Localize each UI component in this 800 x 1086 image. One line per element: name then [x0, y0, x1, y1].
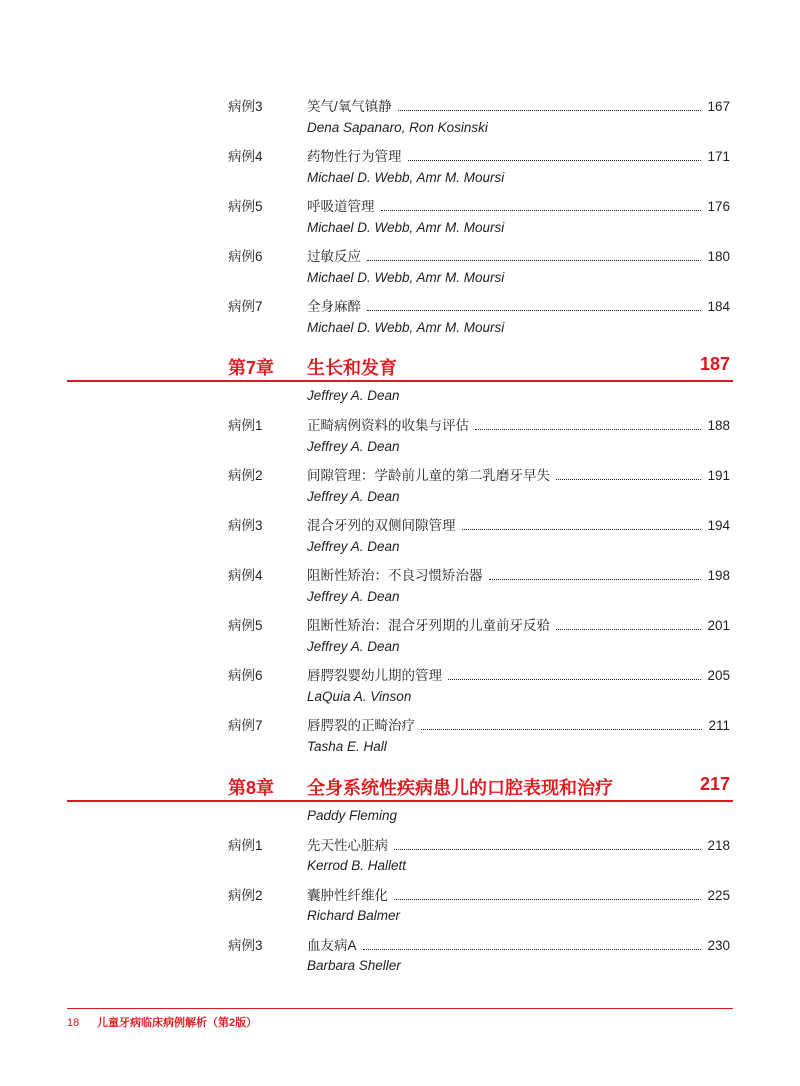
case-page: 211 — [708, 718, 730, 733]
toc-case[interactable] — [0, 662, 800, 687]
case-number: 病例7 — [228, 718, 263, 733]
case-title: 血友病A — [307, 938, 357, 953]
case-page: 205 — [707, 668, 730, 683]
chapter-rule — [67, 380, 733, 382]
case-page: 230 — [707, 938, 730, 953]
case-author: Barbara Sheller — [307, 958, 401, 973]
page-footer — [67, 1014, 257, 1030]
dot-leader — [408, 160, 702, 161]
case-title: 笑气/氧气镇静 — [307, 99, 392, 114]
toc-case[interactable] — [0, 932, 800, 957]
toc-case[interactable] — [0, 512, 800, 537]
toc-case[interactable] — [0, 412, 800, 437]
toc-case[interactable] — [0, 882, 800, 907]
dot-leader — [462, 529, 702, 530]
case-number: 病例2 — [228, 888, 263, 903]
case-title: 唇腭裂婴幼儿期的管理 — [307, 668, 442, 683]
toc-case[interactable] — [0, 193, 800, 218]
chapter-page: 217 — [699, 774, 730, 794]
chapter-author: Paddy Fleming — [307, 808, 398, 823]
case-page: 188 — [707, 418, 730, 433]
case-author: Michael D. Webb, Amr M. Moursi — [307, 170, 505, 185]
chapter-heading[interactable] — [0, 354, 800, 386]
chapter-title: 全身系统性疾病患儿的口腔表现和治疗 — [307, 778, 613, 798]
case-page: 167 — [707, 99, 730, 114]
case-number: 病例1 — [228, 418, 263, 433]
case-title: 间隙管理：学龄前儿童的第二乳磨牙早失 — [307, 468, 550, 483]
chapter-rule — [67, 800, 733, 802]
case-page: 184 — [707, 299, 730, 314]
case-author: Jeffrey A. Dean — [307, 539, 400, 554]
case-page: 191 — [707, 468, 730, 483]
case-title: 全身麻醉 — [307, 299, 361, 314]
toc-case[interactable] — [0, 562, 800, 587]
case-number: 病例6 — [228, 249, 263, 264]
footer-book-title: 儿童牙病临床病例解析（第2版） — [97, 1017, 258, 1029]
case-page: 194 — [707, 518, 730, 533]
case-title: 先天性心脏病 — [307, 838, 388, 853]
case-number: 病例5 — [228, 618, 263, 633]
dot-leader — [381, 210, 702, 211]
case-page: 180 — [707, 249, 730, 264]
dot-leader — [556, 629, 701, 630]
case-page: 176 — [707, 199, 730, 214]
toc-case[interactable] — [0, 612, 800, 637]
toc-case[interactable] — [0, 462, 800, 487]
case-author: Jeffrey A. Dean — [307, 439, 400, 454]
toc-case[interactable] — [0, 293, 800, 318]
dot-leader — [367, 260, 701, 261]
case-page: 171 — [707, 149, 730, 164]
case-number: 病例4 — [228, 149, 263, 164]
chapter-number: 第7章 — [228, 358, 275, 378]
footer-page-number: 18 — [67, 1017, 80, 1029]
case-title: 呼吸道管理 — [307, 199, 375, 214]
case-title: 阻断性矫治：混合牙列期的儿童前牙反𬌗 — [307, 618, 550, 633]
case-number: 病例4 — [228, 568, 263, 583]
dot-leader — [475, 429, 701, 430]
case-title: 药物性行为管理 — [307, 149, 402, 164]
toc-case[interactable] — [0, 712, 800, 737]
dot-leader — [489, 579, 702, 580]
case-page: 218 — [707, 838, 730, 853]
case-page: 198 — [707, 568, 730, 583]
case-number: 病例3 — [228, 938, 263, 953]
case-number: 病例3 — [228, 518, 263, 533]
case-author: Richard Balmer — [307, 908, 401, 923]
footer-rule — [67, 1008, 733, 1009]
case-author: Tasha E. Hall — [307, 739, 387, 754]
chapter-author: Jeffrey A. Dean — [307, 388, 400, 403]
case-author: Kerrod B. Hallett — [307, 858, 407, 873]
case-number: 病例5 — [228, 199, 263, 214]
case-author: Dena Sapanaro, Ron Kosinski — [307, 120, 488, 135]
dot-leader — [394, 899, 701, 900]
chapter-number: 第8章 — [228, 778, 275, 798]
chapter-heading[interactable] — [0, 774, 800, 806]
case-author: Michael D. Webb, Amr M. Moursi — [307, 270, 505, 285]
case-author: Jeffrey A. Dean — [307, 639, 400, 654]
dot-leader — [556, 479, 701, 480]
dot-leader — [367, 310, 701, 311]
toc-case[interactable] — [0, 93, 800, 118]
chapter-title: 生长和发育 — [307, 358, 397, 378]
dot-leader — [394, 849, 701, 850]
toc-case[interactable] — [0, 832, 800, 857]
case-number: 病例6 — [228, 668, 263, 683]
case-title: 唇腭裂的正畸治疗 — [307, 718, 415, 733]
chapter-page: 187 — [699, 354, 730, 374]
dot-leader — [448, 679, 701, 680]
case-author: Michael D. Webb, Amr M. Moursi — [307, 320, 505, 335]
case-number: 病例3 — [228, 99, 263, 114]
case-author: LaQuia A. Vinson — [307, 689, 412, 704]
case-title: 过敏反应 — [307, 249, 361, 264]
case-author: Jeffrey A. Dean — [307, 589, 400, 604]
toc-case[interactable] — [0, 243, 800, 268]
case-title: 混合牙列的双侧间隙管理 — [307, 518, 456, 533]
dot-leader — [421, 729, 702, 730]
case-author: Jeffrey A. Dean — [307, 489, 400, 504]
case-number: 病例1 — [228, 838, 263, 853]
toc-case[interactable] — [0, 143, 800, 168]
case-page: 225 — [707, 888, 730, 903]
case-title: 正畸病例资料的收集与评估 — [307, 418, 469, 433]
case-title: 阻断性矫治：不良习惯矫治器 — [307, 568, 483, 583]
case-title: 囊肿性纤维化 — [307, 888, 388, 903]
case-number: 病例2 — [228, 468, 263, 483]
dot-leader — [398, 110, 702, 111]
case-number: 病例7 — [228, 299, 263, 314]
dot-leader — [363, 949, 702, 950]
case-author: Michael D. Webb, Amr M. Moursi — [307, 220, 505, 235]
case-page: 201 — [707, 618, 730, 633]
